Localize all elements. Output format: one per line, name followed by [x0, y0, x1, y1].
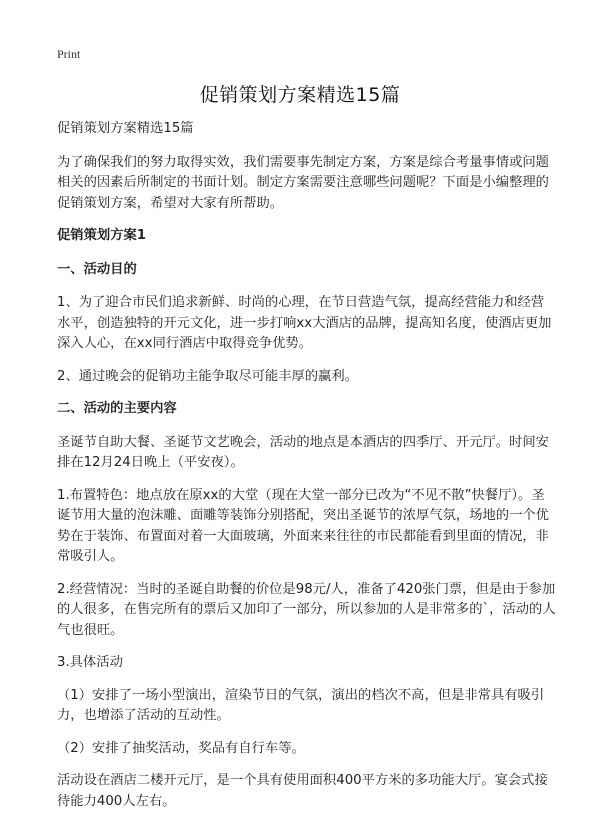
content-paragraph-5: （1）安排了一场小型演出，渲染节日的气氛，演出的档次不高，但是非常具有吸引力，也增添了活动的互动性。 — [57, 687, 545, 723]
document-title: 促销策划方案精选15篇 — [199, 84, 401, 106]
content-paragraph-7: 活动设在酒店二楼开元厅，是一个具有使用面积400平方米的多功能大厅。宴会式接待能力400人左右。 — [57, 773, 548, 809]
intro-paragraph: 为了确保我们的努力取得实效，我们需要事先制定方案，方案是综合考量事情或问题相关的因素后所制定的书面计划。制定方案需要注意哪些问题呢？下面是小编整理的促销策划方案，希望对大家有所帮助。 — [57, 154, 549, 211]
document-body — [57, 119, 557, 824]
section-heading-content: 二、活动的主要内容 — [57, 401, 177, 416]
content-paragraph-4: 3.具体活动 — [57, 655, 123, 670]
document-subtitle: 促销策划方案精选15篇 — [57, 121, 194, 136]
content-paragraph-2: 1.布置特色：地点放在原xx的大堂（现在大堂一部分已改为“不见不散”快餐厅）。圣诞节用大量的泡沫雕、面雕等装饰分别搭配，突出圣诞节的浓厚气氛，场地的一个优势在于装饰、布置面对着一大面玻璃，外面来来往往的市民都能看到里面的情况，非常吸引人。 — [57, 487, 549, 564]
section-heading-purpose: 一、活动目的 — [57, 261, 137, 277]
content-paragraph-1: 圣诞节自助大餐、圣诞节文艺晚会，活动的地点是本酒店的四季厅、开元厅。时间安排在12月24日晚上（平安夜）。 — [57, 434, 549, 470]
purpose-paragraph-1: 1、为了迎合市民们追求新鲜、时尚的心理，在节日营造气氛，提高经营能力和经营水平，创造独特的开元文化，进一步打响xx大酒店的品牌，提高知名度，使酒店更加深入人心，在xx同行酒店中取得竞争优势。 — [57, 295, 552, 351]
plan-heading: 促销策划方案1 — [57, 228, 147, 243]
purpose-paragraph-2: 2、通过晚会的促销功主能争取尽可能丰厚的赢利。 — [57, 368, 358, 384]
content-paragraph-3: 2.经营情况：当时的圣诞自助餐的价位是98元/人，准备了420张门票，但是由于参加的人很多，在售完所有的票后又加印了一部分，所以参加的人是非常多的`，活动的人气也很旺。 — [57, 581, 556, 638]
print-link[interactable]: Print — [57, 47, 81, 61]
content-paragraph-6: （2）安排了抽奖活动，奖品有自行车等。 — [57, 740, 305, 756]
